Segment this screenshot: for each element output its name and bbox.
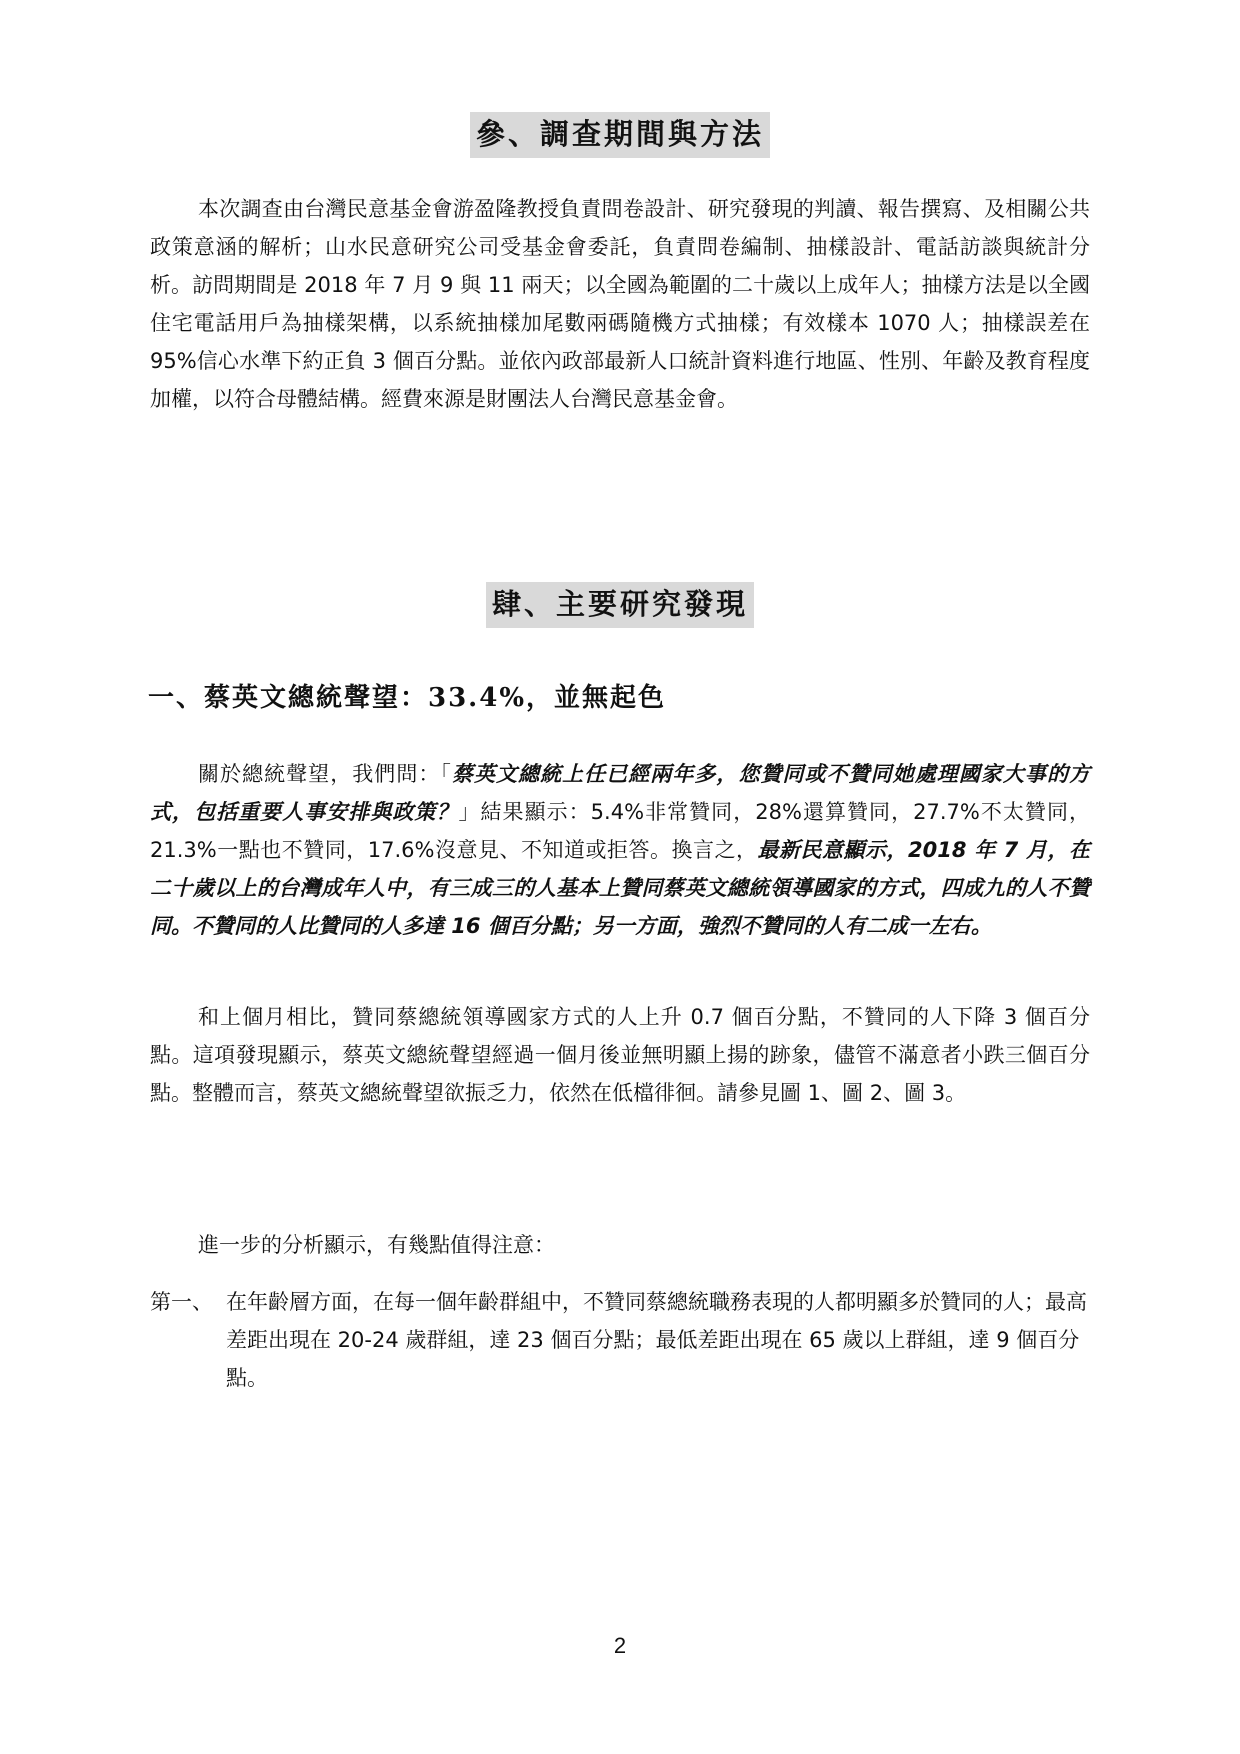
monthly-comparison-paragraph: 和上個月相比，贊同蔡總統領導國家方式的人上升 0.7 個百分點，不贊同的人下降 3 個百分點。這項發現顯示，蔡英文總統聲望經過一個月後並無明顯上揚的跡象，儘管不滿意者小跌三個百分點。整體而言，蔡英文總統聲望欲振乏力，依然在低檔徘徊。請參見圖 1、圖 2、圖 3。 [150,1005,1090,1105]
section-heading-methods [0,112,1240,158]
list-item-text: 在年齡層方面，在每一個年齡群組中，不贊同蔡總統職務表現的人都明顯多於贊同的人；最高差距出現在 20-24 歲群組，達 23 個百分點；最低差距出現在 65 歲以上群組，達 9 個百分點。 [226,1290,1087,1390]
list-marker: 第一、 [150,1290,213,1314]
methods-paragraph: 本次調查由台灣民意基金會游盈隆教授負責問卷設計、研究發現的判讀、報告撰寫、及相關公共政策意涵的解析；山水民意研究公司受基金會委託，負責問卷編制、抽樣設計、電話訪談與統計分析。訪問期間是 2018 年 7 月 9 與 11 兩天；以全國為範圍的二十歲以上成年人；抽樣方法是以全國住宅電話用戶為抽樣架構，以系統抽樣加尾數兩碼隨機方式抽樣；有效樣本 1070 人；抽樣誤差在 95%信心水準下約正負 3 個百分點。並依內政部最新人口統計資料進行地區、性別、年齡及教育程度加權，以符合母體結構。經費來源是財團法人台灣民意基金會。 [150,197,1090,411]
approval-summary-text: 最新民意顯示，2018 年 7 月，在二十歲以上的台灣成年人中，有三成三的人基本上贊同蔡英文總統領導國家的方式，四成九的人不贊同。不贊同的人比贊同的人多達 16 個百分點；另一方面，強烈不贊同的人有二成一左右。 [150,838,1091,938]
section-title: 肆、主要研究發現 [486,582,754,628]
approval-paragraph [150,755,1090,945]
approval-results-text: 」結果顯示：5.4%非常贊同，28%還算贊同，27.7%不太贊同，21.3%一點也不贊同，17.6%沒意見、不知道或拒答。換言之， [150,800,1090,862]
finding-subheading: 一、蔡英文總統聲望：33.4%，並無起色 [148,683,667,713]
section-title: 參、調查期間與方法 [470,112,770,158]
section-heading-findings [0,582,1240,628]
approval-intro-text: 關於總統聲望，我們問：「 [198,762,452,786]
survey-question-text: 蔡英文總統上任已經兩年多，您贊同或不贊同她處理國家大事的方式，包括重要人事安排與政策？ [150,762,1091,824]
page-number: 2 [613,1633,627,1658]
list-item [150,1283,1090,1397]
analysis-intro-paragraph: 進一步的分析顯示，有幾點值得注意： [198,1233,555,1257]
